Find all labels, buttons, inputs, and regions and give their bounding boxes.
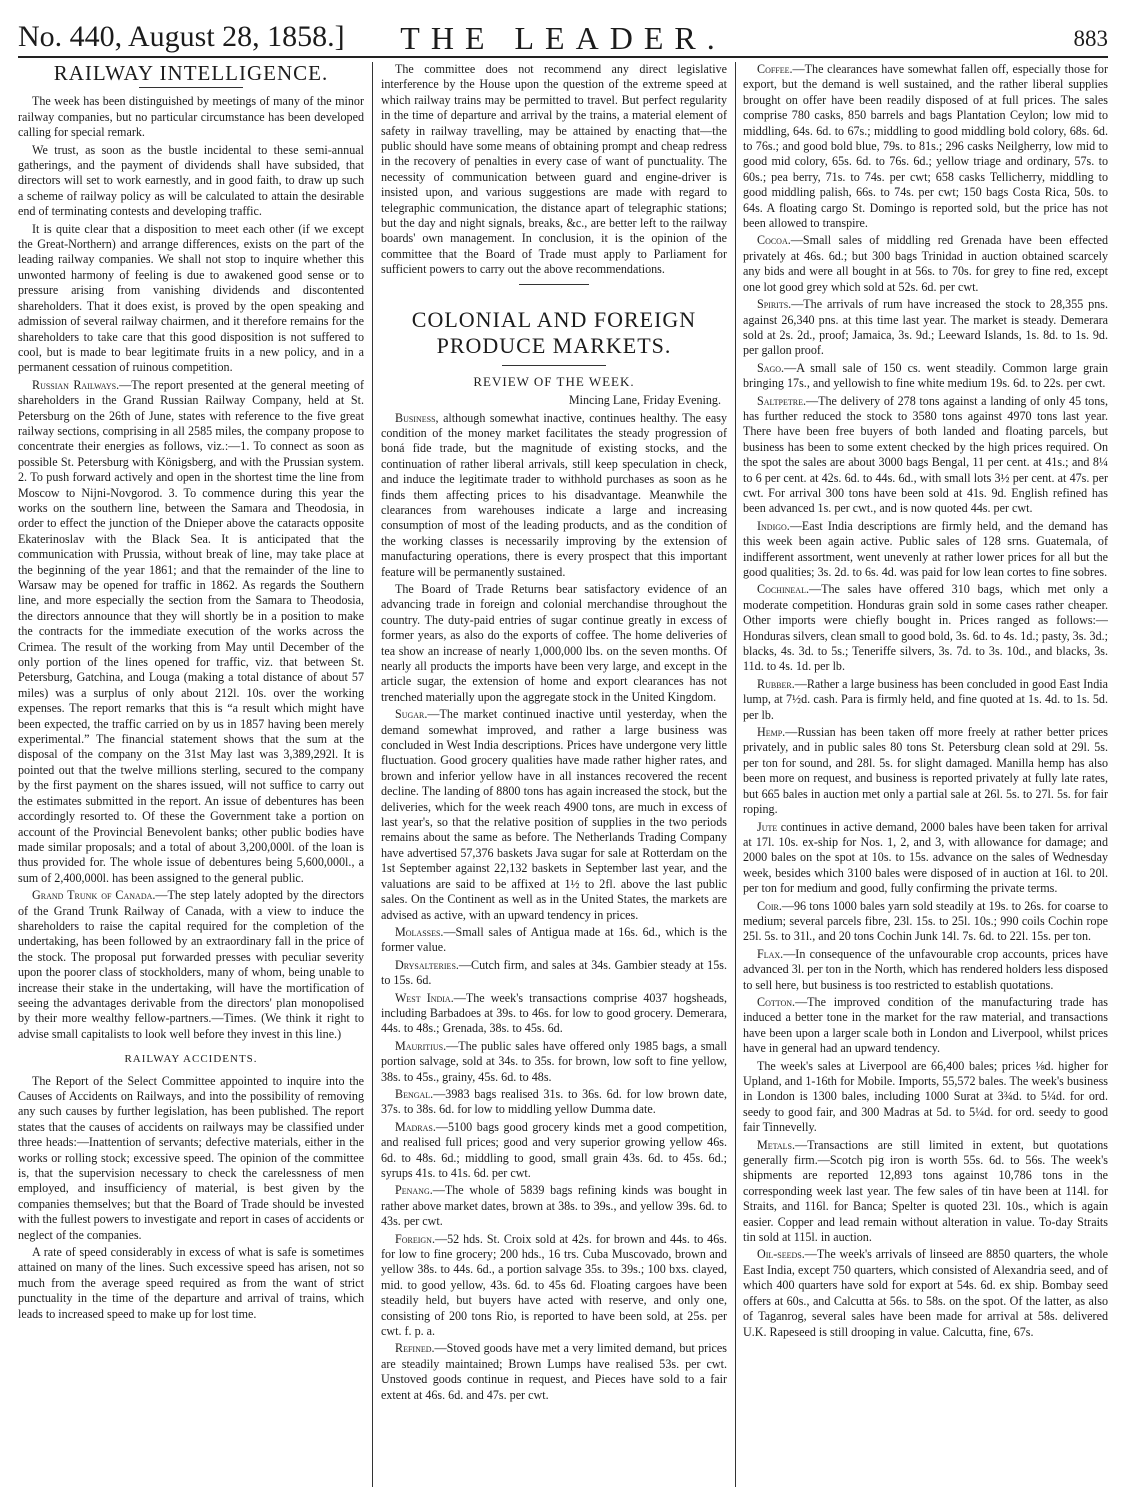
paragraph-body: —5100 bags good grocery kinds met a good competition, and realised full prices; good and very superior growing yellow 46s. 6d. to 48s. 6d.; middling to good, small grain 43s. 6d. to 45s. 6d.; syrups 41s. to 41s. 6d. per cwt. [381,1119,727,1180]
paragraph-body: —The step lately adopted by the directors of the Grand Trunk Railway of Canada, with a view to induce the shareholders to raise the capital required for the completion of the undertaking, has been followed by an extraordinary fall in the price of the stock. The proposal put forwarded presses with peculiar severity upon the poorer class of stockholders, many of whom, being unable to increase their stake in the undertaking, will have the mortification of seeing the advantages derivable from the directors' plan monopolised by their more wealthy fellow-partners.—Times. (We think it right to advise small capitalists to look well before they invest in this line.) [18,888,364,1041]
paragraph-head: Coffee. [757,62,793,76]
paragraph: A rate of speed considerably in excess of what is safe is sometimes attained on many of the lines. Such excessive speed has arisen, not so much from the average speed required as from the want of strict punctuality in the time of the departure and arrival of trains, which leads to increased speed to make up for lost time. [18,1245,364,1321]
subheading-railway-accidents: RAILWAY ACCIDENTS. [124,1053,258,1066]
paragraph-head: Spirits. [757,297,792,312]
paragraph-body: —The improved condition of the manufacturing trade has induced a better tone in the market for the raw material, and transactions have been upon a larger scale both in London and Liverpool, whilst prices have in general had an upward tendency. [743,994,1108,1056]
column-divider-1 [372,62,373,1487]
paragraph-body: —Russian has been taken off more freely at rather better prices privately, and in public sales 80 tons St. Petersburg clean sold at 29l. 5s. per ton for sound, and 28l. 5s. for slight damaged. Manilla hemp has also been more on request, and business is reported privately at fully late rates, but 665 bales in auction met only a partial sale at 26l. 5s. to 27l. 5s. for fair roping. [743,725,1108,817]
paragraph-head: Foreign. [395,1231,435,1246]
paragraph [743,394,1108,517]
masthead-rule [18,56,1108,58]
paragraph [743,361,1108,392]
paragraph-body: —Stoved goods have met a very limited demand, but prices are steadily maintained; Brown Lumps have realised 53s. per cwt. Unstoved goods continue in request, and Pieces have sold to a fair extent at 46s. 6d. and 47s. per cwt. [381,1341,727,1402]
paragraph-body: —52 hds. St. Croix sold at 42s. for brown and 44s. to 46s. for low to fine grocery; 200 hds., 16 trs. Cuba Muscovado, brown and yellow 38s. to 44s. 6d., a portion salvage 35s. to 39s.; 100 bxs. clayed, mid. to good yellow, 43s. 6d. to 45s 6d. Floating cargoes have been steadily held, but buyers have acted with reserve, and only one, consisting of 200 tons Rio, is reported to have been sold, at 25s. per cwt. f. p. a. [381,1231,727,1339]
paragraph [743,1138,1108,1246]
paragraph [743,233,1108,295]
paragraph-head: Refined. [395,1341,435,1356]
paragraph-body: —3983 bags realised 31s. to 36s. 6d. for low brown date, 37s. to 38s. 6d. for low to middling yellow Dumma date. [381,1086,727,1117]
paragraph-body: —The whole of 5839 bags refining kinds was bought in rather above market dates, brown at 38s. to 39s., and yellow 39s. 6d. to 43s. per cwt. [381,1183,727,1229]
paragraph-head: Cocoa. [757,233,791,248]
paragraph [381,925,727,956]
paragraph [743,297,1108,359]
paragraph-body: —96 tons 1000 bales yarn sold steadily at 19s. to 26s. for coarse to medium; several parcels fibre, 23l. 15s. to 25l. 10s.; 990 coils Cochin rope 25l. 5s. to 31l., and 20 tons Cochin Junk 14l. 7s. 6d. to 22l. 15s. per ton. [743,898,1108,944]
paragraph [743,519,1108,581]
paragraph [18,888,364,1042]
paragraph-head: Jute [757,819,778,834]
issue-date: No. 440, August 28, 1858.] [18,20,345,53]
paragraph-head: Molasses. [395,924,444,939]
paragraph-body: —The clearances have somewhat fallen off, especially those for export, but the demand is well sustained, and the rather liberal supplies brought on offer have been readily disposed of at full prices. The sales comprise 780 casks, 850 barrels and bags Plantation Ceylon; low mid to middling, 64s. 6d. to 67s.; middling to good middling bold colory, 68s. 6d. to 76s.; and good bold blue, 79s. to 81s.; 296 casks Neilgherry, low mid to good mid colory, 65s. 6d. to 76s. 6d.; yellow triage and ordinary, 57s. to 60s.; pea berry, 71s. to 74s. per cwt; 658 casks Tellicherry, middling to good middling palish, 66s. to 74s. per cwt; 150 bags Costa Rica, 50s. to 64s. A floating cargo St. Domingo is reported sold, but the price has not been allowed to transpire. [743,62,1108,231]
paragraph-body: —The market continued inactive until yesterday, when the demand somewhat improved, and rather a large business was concluded in West India descriptions. Prices have undergone very little fluctuation. Good grocery qualities have made rather higher rates, and brown and inferior yellow have in all instances recovered the recent decline. The landing of 8800 tons has again increased the stock, but the deliveries, which for the week reach 4900 tons, are much in excess of last year's, so that the relative position of supplies in the two periods remains about the same as before. The Netherlands Trading Company have advertised 57,376 baskets Java sugar for sale at Rotterdam on the 1st September against 22,132 baskets in September last year, and the valuations are said to be affixed at 1½ to 2fl. above the last public sales. On the Continent as well as in the United States, the markets are advised as active, with an upward tendency in prices. [381,707,727,922]
paragraph-body: —Small sales of Antigua made at 16s. 6d., which is the former value. [381,924,727,955]
paragraph: It is quite clear that a disposition to meet each other (if we except the Great-Northern) and arrange differences, exists on the part of the leading railway companies. We shall not stop to inquire whether this unwonted harmony of feeling is due to awakened good sense or to pressure arising from vanishing dividends and discontented shareholders. That it does exist, is proved by the open speaking and admission of several railway chairmen, and it therefore remains for the shareholders to take care that this good disposition is not suffered to cool, but is made to bear legitimate fruits in a new policy, and in a permanent cessation of ruinous competition. [18,221,364,375]
paragraph-body: —In consequence of the unfavourable crop accounts, prices have advanced 3l. per ton in the North, which has rendered holders less disposed to sell here, but business is too restricted to establish quotations. [743,946,1108,992]
paragraph-head: Drysalteries. [395,957,459,972]
column-1 [18,62,364,1487]
newspaper-title: THE LEADER. [400,20,726,56]
paragraph-head: Mauritius. [395,1038,447,1053]
paragraph [381,1183,727,1229]
paragraph-head: Cotton. [757,994,796,1009]
paragraph-head: Metals. [757,1137,796,1152]
paragraph-body: continues in active demand, 2000 bales have been taken for arrival at 17l. 10s. ex-ship for Nos. 1, 2, and 3, with allowance for damage; and 2000 bales on the spot at 10s. to 15s. advance on the sales of Wednesday week, besides which 3100 bales were disposed of in auction at 16l. to 20l. per ton for medium and good, fully confirming the private terms. [743,819,1108,896]
paragraph-body: —Cutch firm, and sales at 34s. Gambier steady at 15s. to 15s. 6d. [381,957,727,988]
paragraph-body: —The sales have offered 310 bags, which met only a moderate competition. Honduras grain sold in some cases rather cheaper. Other imports were chiefly bought in. Prices ranged as follows:—Honduras silvers, clean small to good bold, 3s. 6d. to 4s. 1d.; pasty, 3s. 3d.; blacks, 4s. 3d. to 5s.; Teneriffe silvers, 3s. 7d. to 3s. 10d., and blacks, 3s. 11d. to 4s. 1d. per lb. [743,582,1108,674]
subheading-review: REVIEW OF THE WEEK. [473,373,635,389]
paragraph-head: Madras. [395,1119,436,1134]
paragraph: The week has been distinguished by meetings of many of the minor railway companies, but no particular circumstance has been developed calling for special remark. [18,94,364,140]
paragraph-body: —The week's arrivals of linseed are 8850 quarters, the whole East India, except 750 quarters, which consisted of Alexandria seed, and of which 400 quarters have sold for export at 54s. 6d. ex ship. Bombay seed offers at 60s., and Calcutta at 56s. to 58s. on the spot. Of the latter, as also of Taganrog, several sales have been made for arrival at 58s. delivered U.K. Rapeseed is still drooping in value. Calcutta, fine, 67s. [743,1247,1108,1339]
paragraph-head: Sago. [757,360,785,375]
paragraph-body: —Rather a large business has been concluded in good East India lump, at 7½d. cash. Para is firmly held, and fine quoted at 1s. 4d. to 1s. 5d. per lb. [743,676,1108,722]
column-2 [381,62,727,1487]
paragraph [743,899,1108,945]
paragraph [743,820,1108,897]
paragraph-head: Saltpetre. [757,393,807,408]
paragraph-body: —Small sales of middling red Grenada have been effected privately at 46s. 6d.; but 300 bags Trinidad in auction obtained scarcely any bids and were all bought in at 56s. to 70s. for grey to fine red, except one lot good grey which sold at 52s. 6d. per cwt. [743,233,1108,294]
paragraph [743,947,1108,993]
paragraph-head: Oil-seeds. [757,1247,805,1262]
paragraph-head: West India. [395,990,454,1005]
paragraph [743,62,1108,231]
paragraph [381,1232,727,1340]
paragraph-body: —Transactions are still limited in extent, but quotations generally firm.—Scotch pig iron is worth 55s. 6d. to 56s. The week's shipments are reported 12,893 tons against 10,786 tons in the corresponding week last year. The few sales of tin have been at 114l. for Straits, and 116l. for Banca; Spelter is quoted 23l. 10s., which is again easier. Copper and lead remain without alteration in value. To-day Straits tin sold at 115l. in auction. [743,1137,1108,1245]
paragraph [381,1087,727,1118]
paragraph [381,958,727,989]
section-rule [519,284,588,285]
paragraph [381,991,727,1037]
paragraph [18,378,364,886]
masthead [18,14,1108,54]
paragraph-head: Business, [395,410,439,425]
paragraph-head: Hemp. [757,725,786,740]
paragraph [381,1341,727,1403]
paragraph-body: —The arrivals of rum have increased the stock to 28,355 pns. against 26,340 pns. at this time last year. The market is steady. Demerara sold at 2s. 2d., proof; Jamaica, 3s. 9d.; Leeward Islands, 1s. 8d. to 1s. 9d. per gallon proof. [743,297,1108,358]
paragraph-body: —The report presented at the general meeting of shareholders in the Grand Russian Railway Company, held at St. Petersburg on the 26th of June, states with reference to the five great railway sections, comprising in all 2585 miles, the company propose to concentrate their energies as follows, viz.:—1. To connect as soon as possible St. Petersburg with Königsberg, and with the Prussian system. 2. To push forward actively and open in the shortest time the line from Moscow to Nijni-Novgorod. 3. To commence during this year the works on the southern line, between the Samara and Theodosia, in order to effect the junction of the Dnieper above the cataracts opposite Ekaterinoslav with the Black Sea. It is anticipated that the communication with Prussia, without break of line, may take place at the beginning of the year 1861; and that the remainder of the line to Warsaw may be opened for traffic in 1862. As regards the Southern line, and more especially the section from the Samara to Theodosia, the directors announce that they will shortly be in a position to make the contracts for the immediate execution of the works across the Crimea. The result of the working from May until December of the only portion of the lines opened for traffic, viz. that between St. Petersburg, Gatchina, and Louga (making a total distance of about 57 miles) was a surplus of only about 212l. 10s. over the working expenses. The report remarks that this is “a result which might have been expected, the traffic carried on by us in 1857 having been merely experimental.” The financial statement shows that the sum at the disposal of the company on the 31st May last was 3,389,292l. It is pointed out that the twelve millions sterling, secured to the company by the first payment on the shares issued, will not suffice to carry out the estimates submitted in the report. An issue of debentures has been accordingly resorted to. Of these the Government take a portion on account of the Provincial Benevolent banks; other public bodies have made similar proposals; and a total of about 3,200,000l. of the loan is thus provided for. The whole issue of debentures being 5,600,000l., a sum of 2,400,000l. has been assigned to the general public. [18,377,364,885]
paragraph [743,582,1108,674]
paragraph: The week's sales at Liverpool are 66,400 bales; prices ⅛d. higher for Upland, and 1-16th for Mobile. Imports, 55,572 bales. The week's business in London is 1300 bales, including 1000 Surat at 3¾d. to 5¼d. for ord. seedy to good fair, and 300 Madras at 5d. to 5¼d. for ord. seedy to good fair Tinnevelly. [743,1058,1108,1135]
paragraph-head: Flax. [757,946,784,961]
section-title-railway: RAILWAY INTELLIGENCE. [53,62,329,85]
paragraph-head: Grand Trunk of Canada. [32,888,156,903]
paragraph: We trust, as soon as the bustle incidental to these semi-annual gatherings, and the payment of dividends shall have subsided, that directors will set to work earnestly, and in good faith, to draw up such a scheme of railway policy as will be calculated to attain the desirable end of terminating contests and developing traffic. [18,142,364,219]
paragraph [381,411,727,580]
paragraph [743,677,1108,723]
paragraph [743,995,1108,1057]
column-3 [743,62,1108,1487]
paragraph [743,725,1108,817]
paragraph [743,1247,1108,1339]
paragraph-body: —The week's transactions comprise 4037 hogsheads, including Barbadoes at 39s. to 46s. for low to good grocery. Demerara, 44s. to 48s.; Grenada, 38s. to 45s. 6d. [381,990,727,1036]
page-number: 883 [1073,26,1108,51]
paragraph-body: —The public sales have offered only 1985 bags, a small portion salvage, sold at 34s. to 35s. for brown, low soft to fine yellow, 38s. to 45s., grainy, 45s. 6d. to 48s. [381,1038,727,1084]
dateline: Mincing Lane, Friday Evening. [568,393,721,408]
paragraph-body: —The delivery of 278 tons against a landing of only 45 tons, has further reduced the stock to 3580 tons against 4970 tons last year. There have been free buyers of both landed and floating parcels, but business has been to some extent checked by the high prices required. On the spot the sales are about 3000 bags Bengal, 11 per cent. at 41s.; and 8¼ to 6 per cent. at 42s. 6d. to 44s. 6d., with small lots 3½ per cent. at 47s. per cwt. For arrival 300 tons have been sold at 41s. 9d. English refined has been advanced 1s. per cwt., and is now quoted 44s. per cwt. [743,393,1108,516]
paragraph: The Board of Trade Returns bear satisfactory evidence of an advancing trade in foreign and colonial merchandise throughout the country. The duty-paid entries of sugar continue greatly in excess of former years, as also do the exports of coffee. The home deliveries of tea show an increase of nearly 1,000,000 lbs. on the seven months. Of nearly all products the imports have been very large, and except in the article sugar, the extension of home and export clearances has not trenched materially upon the aggregate stock in the United Kingdom. [381,581,727,704]
paragraph [381,707,727,923]
paragraph-body: —A small sale of 150 cs. went steadily. Common large grain bringing 17s., and yellowish to fine white medium 19s. 6d. to 22s. per cwt. [743,360,1108,391]
paragraph-head: Russian Railways. [32,377,120,392]
paragraph: The committee does not recommend any direct legislative interference by the House upon the question of the extreme speed at which railway trains may be permitted to travel. But perfect regularity in the time of departure and arrival by the trains, a material element of safety in railway travelling, may be attained by enacting that—the public should have some means of obtaining prompt and cheap redress in the recovery of penalties in every case of want of punctuality. The necessity of communication between guard and engine-driver is insisted upon, and various suggestions are made with regard to telegraphic communication, the distance apart of telegraphic stations; but the day and night signals, breaks, &c., are better left to the railway boards' own management. In conclusion, it is the opinion of the committee that the Board of Trade must apply to Parliament for sufficient powers to carry out the above recommendations. [381,62,727,277]
paragraph-head: Sugar. [395,707,428,722]
paragraph-head: Rubber. [757,676,795,691]
paragraph-body: although somewhat inactive, continues healthy. The easy condition of the money market facilitates the steady progression of boná fide trade, but the magnitude of existing stocks, and the continuation of rather liberal arrivals, still keep speculation in check, and induce the legitimate trader to withhold purchases as soon as he finds them affecting prices to his disadvantage. Meanwhile the clearances from warehouses indicate a large and increasing consumption of most of the leading products, and as the condition of the working classes is necessarily improving by the extension of manufacturing operations, there is every prospect that this important feature will be permanently sustained. [381,410,727,579]
paragraph [381,1120,727,1182]
paragraph-head: Coir. [757,898,782,913]
paragraph-head: Bengal. [395,1086,434,1101]
section-title-produce-markets: COLONIAL AND FOREIGN PRODUCE MARKETS. [411,306,697,358]
paragraph-head: Indigo. [757,518,790,533]
paragraph: The Report of the Select Committee appointed to inquire into the Causes of Accidents on Railways, and into the possibility of removing any such causes by further legislation, has been published. The report states that the causes of accidents on railways may be classified under three heads:—Inattention of servants; defective materials, either in the works or rolling stock; excessive speed. The opinion of the committee is, that the supervision necessary to check the carelessness of men employed, and insufficiency of material, is best given by the companies themselves; but that the Board of Trade should be invested with the fullest powers to investigate and report in cases of accidents or neglect of the companies. [18,1073,364,1242]
column-divider-2 [735,62,736,1487]
section-rule [139,87,243,88]
paragraph [381,1039,727,1085]
paragraph-head: Cochineal. [757,582,809,597]
section-rule [502,365,606,366]
paragraph-body: —East India descriptions are firmly held, and the demand has this week been again active. Public sales of 128 srns. Guatemala, of indifferent assortment, went unevenly at rather lower prices for all but the good qualities; 3s. 2d. to 6s. 4d. was paid for low lean cortes to fine sobres. [743,518,1108,579]
paragraph-head: Penang. [395,1183,433,1198]
